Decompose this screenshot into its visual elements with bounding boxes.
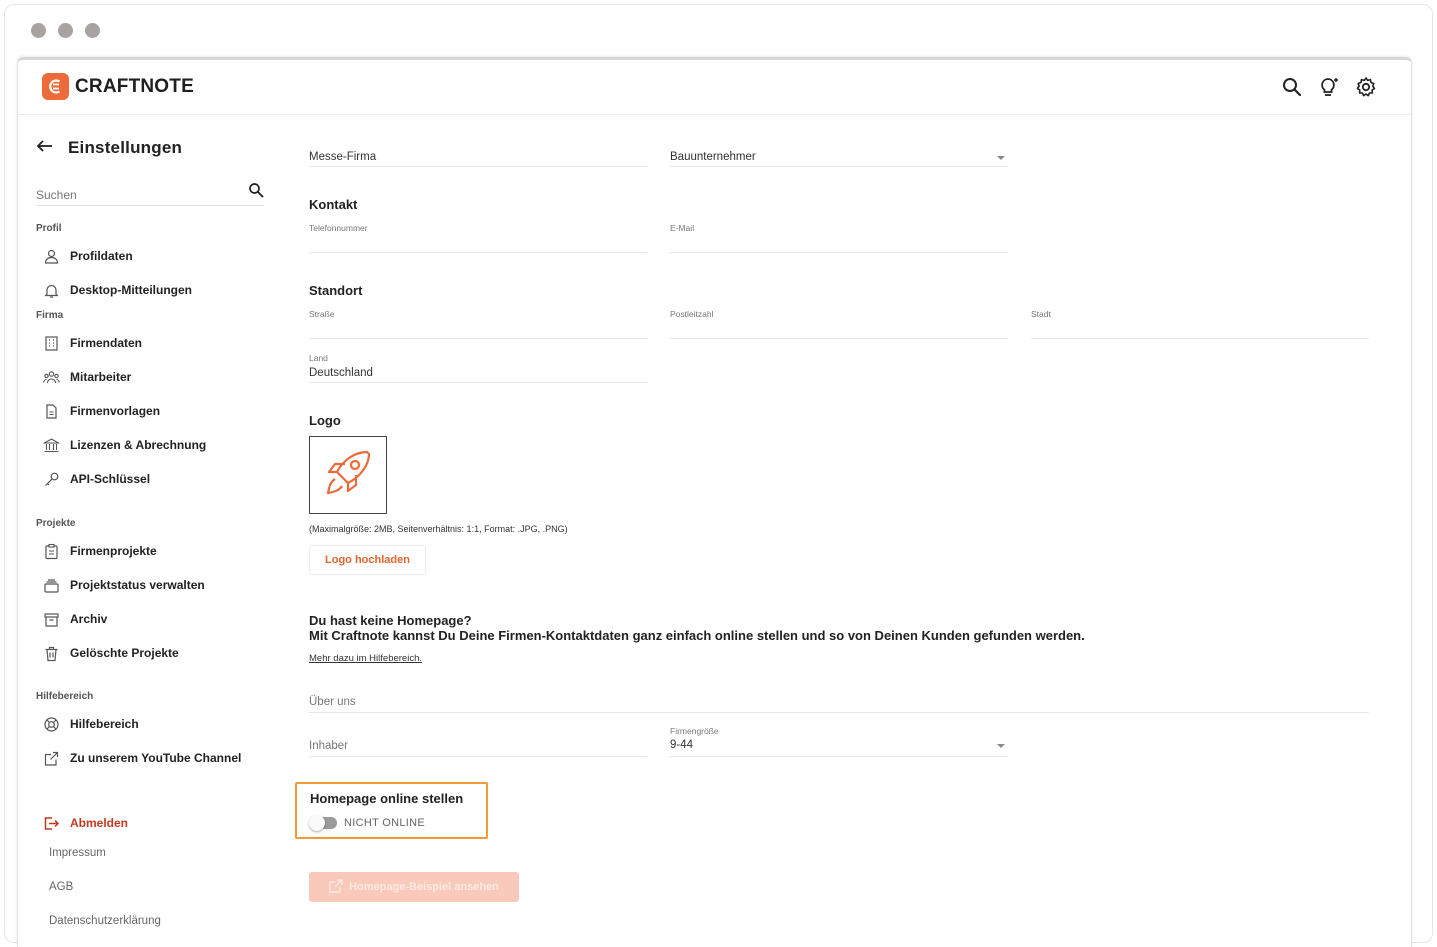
team-icon [43,369,60,386]
back-arrow-icon[interactable] [36,139,54,158]
window-controls [31,23,100,38]
bank-icon [43,437,60,454]
external-link-icon [329,879,343,896]
sidebar-item-label: Gelöschte Projekte [70,646,179,660]
sidebar-item-lizenzen[interactable] [43,435,206,455]
chevron-down-icon [997,744,1005,748]
logout-label: Abmelden [70,816,129,830]
section-profil: Profil [36,223,62,234]
phone-label: Telefonnummer [309,223,368,233]
minimize-dot[interactable] [58,23,73,38]
homepage-preview-label: Homepage-Beispiel ansehen [349,881,499,893]
sidebar-search[interactable] [36,182,264,206]
sidebar-item-label: Desktop-Mitteilungen [70,283,192,297]
bell-icon [43,282,60,299]
sidebar-item-firmendaten[interactable] [43,333,142,353]
settings-header [36,138,182,158]
company-settings-form [309,116,1389,947]
settings-sidebar [18,116,278,947]
country-field[interactable] [309,349,647,383]
sidebar-item-archiv[interactable] [43,609,107,629]
craftnote-logo[interactable] [42,73,194,100]
sidebar-item-profildaten[interactable] [43,246,133,266]
company-name-field[interactable] [309,133,647,167]
country-label: Land [309,353,328,363]
sidebar-item-label: Profildaten [70,249,133,263]
sidebar-item-desktop-mitteilungen[interactable] [43,280,192,300]
phone-field[interactable] [309,219,647,253]
promo-text: Mit Craftnote kannst Du Deine Firmen-Kontaktdaten ganz einfach online stellen und so von Deinen Kunden gefunden werden. [309,628,1085,643]
top-actions [1281,76,1377,98]
sidebar-item-firmenvorlagen[interactable] [43,401,160,421]
company-type-select[interactable] [670,133,1008,167]
zip-field[interactable] [670,305,1008,339]
about-us-placeholder: Über uns [309,696,356,708]
app-frame [17,57,1412,947]
owner-field[interactable] [309,726,647,757]
search-input[interactable]: Suchen [36,188,77,202]
top-bar [18,60,1411,115]
key-icon [43,471,60,488]
external-link-icon [43,750,60,767]
upload-logo-button[interactable]: Logo hochladen [309,545,426,575]
homepage-online-title: Homepage online stellen [310,791,464,806]
section-projekte: Projekte [36,518,76,529]
logo-heading: Logo [309,413,341,428]
sidebar-item-api[interactable] [43,469,150,489]
about-us-field[interactable] [309,682,1369,713]
sidebar-item-label: Zu unserem YouTube Channel [70,751,242,765]
chevron-down-icon [997,156,1005,160]
user-icon [43,248,60,265]
street-field[interactable] [309,305,647,339]
sidebar-item-label: Firmendaten [70,336,143,350]
sidebar-item-label: Archiv [70,612,108,626]
sidebar-item-label: Projektstatus verwalten [70,578,205,592]
sidebar-item-label: Lizenzen & Abrechnung [70,438,207,452]
search-icon[interactable] [1281,76,1303,98]
kontakt-heading: Kontakt [309,197,358,212]
archive-icon [43,611,60,628]
country-value: Deutschland [309,367,373,379]
logout-button[interactable] [43,813,128,833]
sidebar-item-youtube[interactable] [43,748,241,768]
company-size-label: Firmengröße [670,726,719,736]
search-icon[interactable] [248,182,264,198]
rocket-icon [317,442,379,509]
lightbulb-icon[interactable] [1318,76,1340,98]
sidebar-item-firmenprojekte[interactable] [43,541,157,561]
standort-heading: Standort [309,283,363,298]
datenschutz-link[interactable]: Datenschutzerklärung [49,915,161,927]
homepage-preview-button[interactable] [309,872,519,902]
homepage-online-toggle-row[interactable] [310,817,425,829]
craftnote-logo-icon [42,73,69,100]
agb-link[interactable]: AGB [49,881,74,893]
sidebar-item-label: Firmenprojekte [70,544,157,558]
sidebar-item-hilfebereich[interactable] [43,714,139,734]
document-icon [43,403,60,420]
gear-icon[interactable] [1355,76,1377,98]
sidebar-item-label: Hilfebereich [70,717,139,731]
help-link[interactable]: Mehr dazu im Hilfebereich. [309,653,422,664]
company-size-select[interactable] [670,726,1008,757]
company-type-value: Bauunternehmer [670,151,756,163]
section-firma: Firma [36,310,64,321]
company-size-value: 9-44 [670,739,694,751]
homepage-online-section [295,782,488,839]
sidebar-item-label: Mitarbeiter [70,370,132,384]
toggle-knob[interactable] [309,815,325,831]
sidebar-item-projektstatus[interactable] [43,575,205,595]
page-title: Einstellungen [68,138,183,157]
homepage-online-toggle[interactable] [310,817,337,829]
stack-icon [43,577,60,594]
impressum-link[interactable]: Impressum [49,847,106,859]
company-logo-preview[interactable] [309,436,387,514]
sidebar-item-label: API-Schlüssel [70,472,151,486]
email-label: E-Mail [670,223,695,233]
company-name-value: Messe-Firma [309,151,377,163]
building-icon [43,335,60,352]
zip-label: Postleitzahl [670,309,714,319]
maximize-dot[interactable] [85,23,100,38]
street-label: Straße [309,309,335,319]
trash-icon [43,645,60,662]
lifebuoy-icon [43,716,60,733]
section-hilfebereich: Hilfebereich [36,691,94,702]
sidebar-item-geloeschte-projekte[interactable] [43,643,179,663]
sidebar-item-label: Firmenvorlagen [70,404,161,418]
logo-upload-hint: (Maximalgröße: 2MB, Seitenverhältnis: 1:1, Format: .JPG, .PNG) [309,524,568,534]
clipboard-icon [43,543,60,560]
owner-placeholder: Inhaber [309,740,349,752]
email-field[interactable] [670,219,1008,253]
sidebar-item-mitarbeiter[interactable] [43,367,131,387]
homepage-online-status: NICHT ONLINE [344,817,426,829]
city-field[interactable] [1031,305,1369,339]
logout-icon [43,815,60,832]
app-name: CRAFTNOTE [75,75,194,97]
close-dot[interactable] [31,23,46,38]
promo-headline: Du hast keine Homepage? [309,613,472,628]
city-label: Stadt [1031,309,1051,319]
